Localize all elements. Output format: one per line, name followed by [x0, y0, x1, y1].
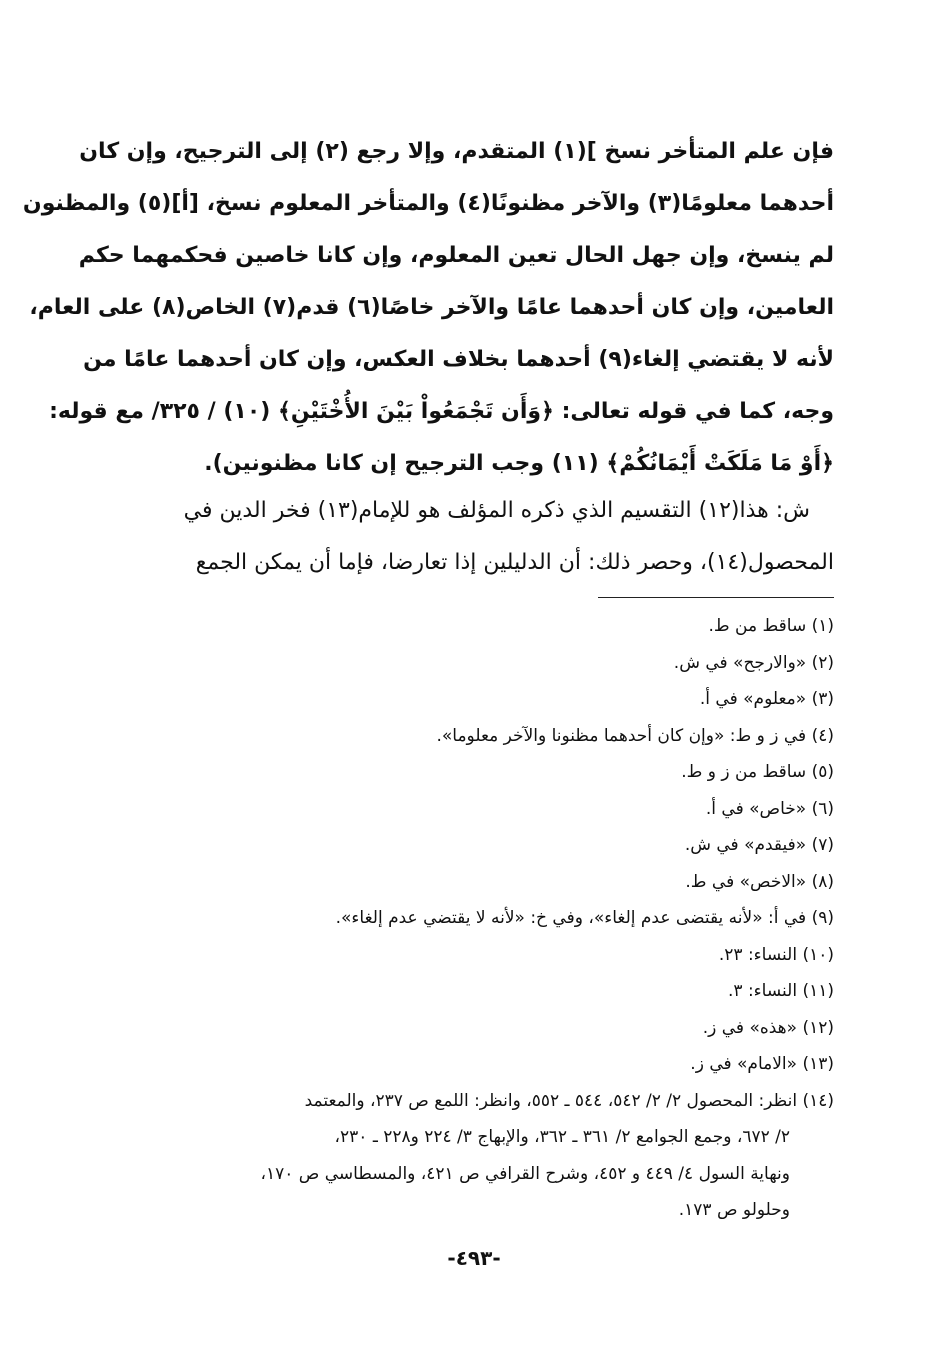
footnote: (٨) «الاخص» في ط.	[685, 871, 834, 892]
footnote: (٧) «فيقدم» في ش.	[684, 835, 834, 855]
main-text-line: العامين، وإن كان أحدهما عامًا والآخر خاصًا(٦) قدم(٧) الخاص(٨) على العام،	[29, 295, 834, 320]
footnote: (١٤) انظر: المحصول ٢/ ٢/ ٥٤٢، ٥٤٤ ـ ٥٥٢، وانظر: اللمع ص ٢٣٧، والمعتمد	[304, 1090, 834, 1111]
footnote: (١٣) «الامام» في ز.	[690, 1054, 834, 1074]
main-text-line: لم ينسخ، وإن جهل الحال تعين المعلوم، وإن كانا خاصين فحكمهما حكم	[78, 243, 834, 268]
footnote-continuation: وحلولو ص ١٧٣.	[678, 1200, 790, 1220]
footnote-continuation: ٢/ ٦٧٢، وجمع الجوامع ٢/ ٣٦١ ـ ٣٦٢، والإبهاج ٣/ ٢٢٤ و٢٢٨ ـ ٢٣٠،	[334, 1127, 790, 1147]
footnote: (١) ساقط من ط.	[708, 616, 834, 636]
main-text-line: ﴿أَوْ مَا مَلَكَتْ أَيْمَانُكُمْ﴾ (١١) وجب الترجيح إن كانا مظنونين).	[204, 451, 834, 476]
footnote: (٣) «معلوم» في أ.	[699, 689, 834, 709]
main-text-line: لأنه لا يقتضي إلغاء(٩) أحدهما بخلاف العكس، وإن كان أحدهما عامًا من	[83, 347, 834, 372]
footnote: (٤) في ز و ط: «وإن كان أحدهما مظنونا والآخر معلوما».	[436, 725, 834, 746]
main-text-line: أحدهما معلومًا(٣) والآخر مظنونًا(٤) والمتأخر المعلوم نسخ، [أ](٥) والمظنون	[22, 191, 834, 216]
commentary-line: المحصول(١٤)، وحصر ذلك: أن الدليلين إذا تعارضا، فإما أن يمكن الجمع	[195, 550, 834, 575]
footnote: (٥) ساقط من ز و ط.	[681, 762, 834, 782]
main-text	[22, 126, 834, 490]
footnote: (١٠) النساء: ٢٣.	[718, 944, 834, 965]
footnote: (٩) في أ: «لأنه يقتضى عدم إلغاء»، وفي خ: «لأنه لا يقتضي عدم إلغاء».	[335, 908, 834, 928]
commentary-text	[118, 485, 834, 589]
page-number: -٤٩٣-	[447, 1246, 501, 1270]
commentary-line: ش: هذا(١٢) التقسيم الذي ذكره المؤلف هو للإمام(١٣) فخر الدين في	[183, 498, 810, 523]
footnote: (١١) النساء: ٣.	[728, 981, 834, 1001]
footnote: (٦) «خاص» في أ.	[705, 798, 834, 819]
main-text-line: وجه، كما في قوله تعالى: ﴿وَأَن تَجْمَعُواْ بَيْنَ الأُخْتَيْنِ﴾ (١٠) / ٣٢٥/ مع قوله:	[49, 399, 834, 424]
footnote: (١٢) «هذه» في ز.	[702, 1017, 834, 1038]
main-text-line: فإن علم المتأخر نسخ ](١) المتقدم، وإلا رجع (٢) إلى الترجيح، وإن كان	[79, 139, 834, 164]
footnote-divider	[598, 597, 834, 598]
footnotes	[110, 608, 834, 1229]
footnote: (٢) «والارجح» في ش.	[673, 652, 834, 673]
footnote-continuation: ونهاية السول ٤/ ٤٤٩ و ٤٥٢، وشرح القرافي ص ٤٢١، والمسطاسي ص ١٧٠،	[260, 1163, 790, 1184]
